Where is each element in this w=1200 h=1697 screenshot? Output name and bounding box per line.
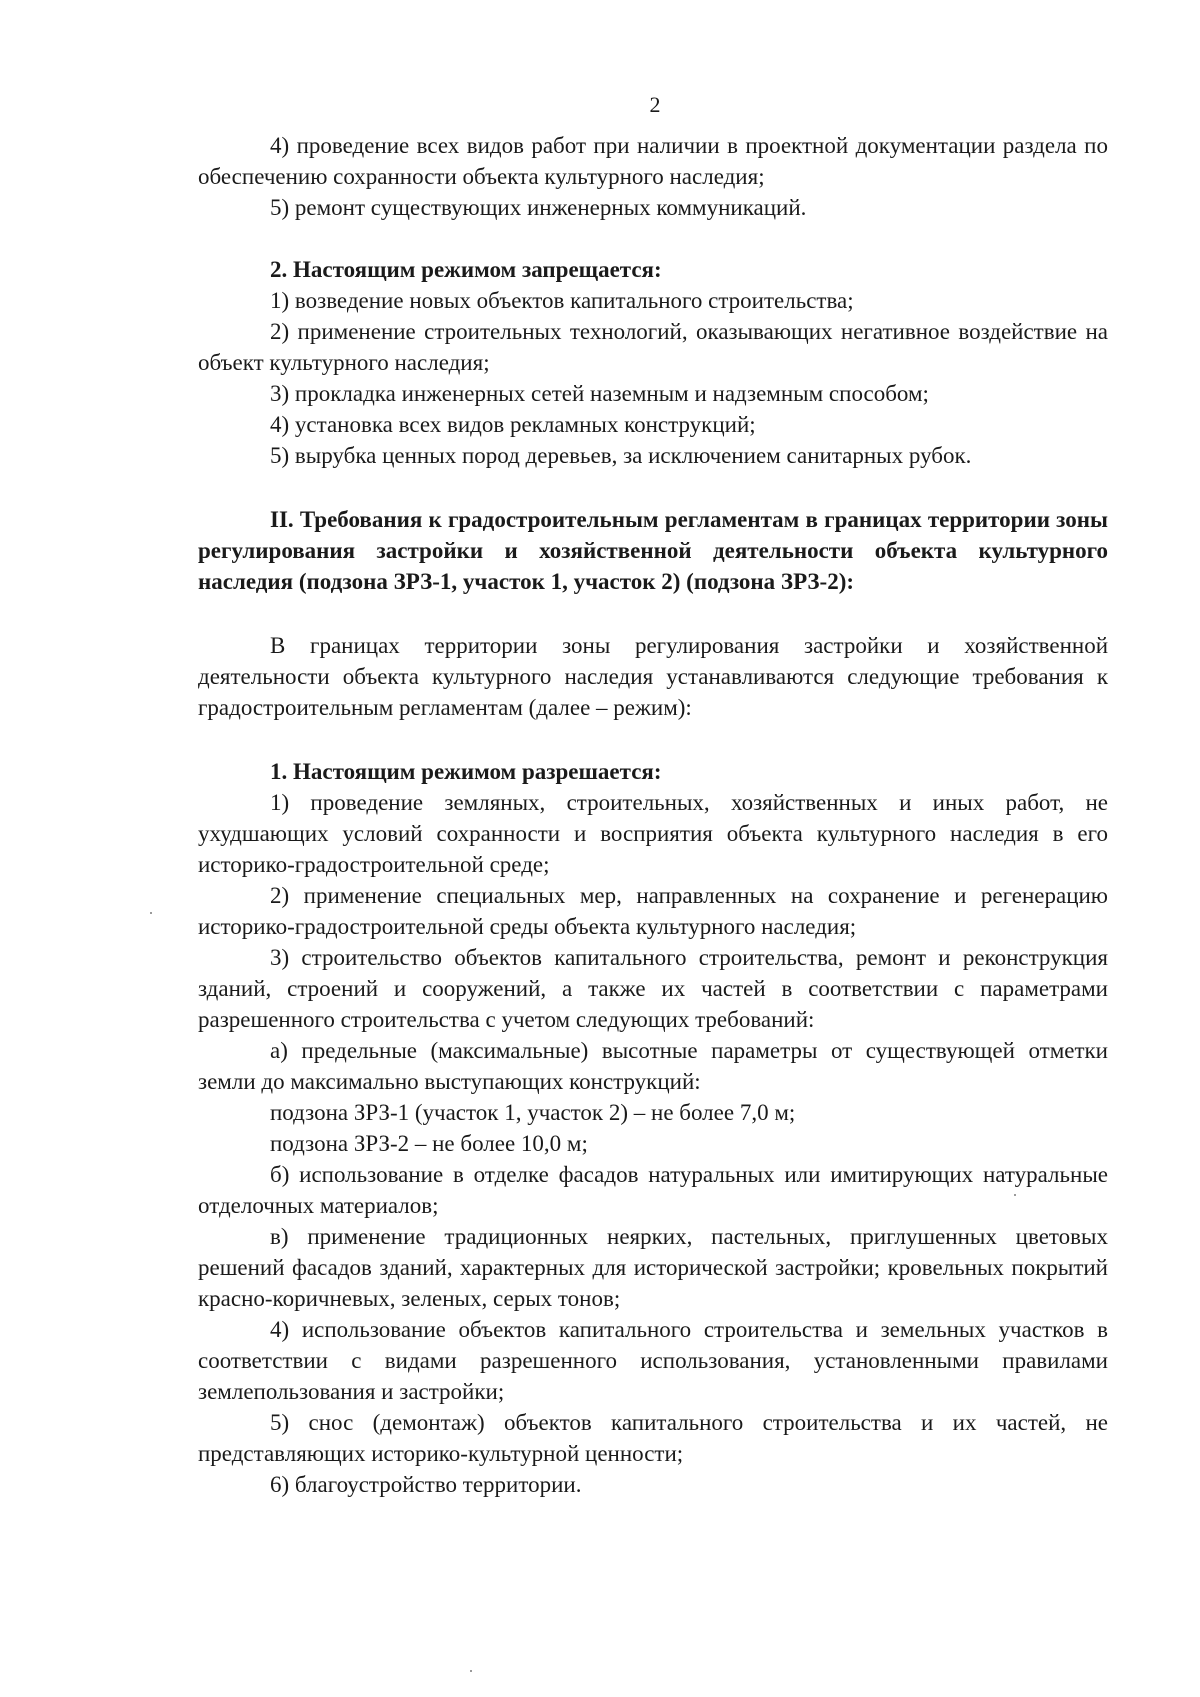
prohibited-item-2: 2) применение строительных технологий, оказывающих негативное воздействие на объект культурного наследия; [198,319,1108,375]
scan-speck [470,1670,472,1672]
prohibited-item-1: 1) возведение новых объектов капитального строительства; [270,288,854,313]
permitted-item-6: 6) благоустройство территории. [270,1472,582,1497]
permitted-item-4: 4) использование объектов капитального строительства и земельных участков в соответствии с видами разрешенного использования, установленными правилами землепользования и застройки; [198,1317,1108,1404]
section-ii-intro: В границах территории зоны регулирования застройки и хозяйственной деятельности объекта культурного наследия устанавливаются следующие требования к градостроительным регламентам (далее – режим): [198,633,1108,720]
page-number: 2 [649,92,661,117]
permitted-item-5: 5) снос (демонтаж) объектов капитального строительства и их частей, не представляющих историко-культурной ценности; [198,1410,1108,1466]
paragraph-top-4: 4) проведение всех видов работ при наличии в проектной документации раздела по обеспечению сохранности объекта культурного наследия; [198,133,1108,189]
permitted-item-v: в) применение традиционных неярких, пастельных, приглушенных цветовых решений фасадов зданий, характерных для исторической застройки; кровельных покрытий красно-коричневых, зеленых, серых тонов; [198,1224,1108,1311]
permitted-item-3: 3) строительство объектов капитального строительства, ремонт и реконструкция зданий, строений и сооружений, а также их частей в соответствии с параметрами разрешенного строительства с учетом следующих требований: [198,945,1108,1032]
scan-speck [1014,1194,1016,1196]
permitted-subzone-1: подзона ЗРЗ-1 (участок 1, участок 2) – не более 7,0 м; [270,1100,796,1125]
permitted-item-2: 2) применение специальных мер, направленных на сохранение и регенерацию историко-градостроительной среды объекта культурного наследия; [198,883,1108,939]
spacer [198,597,1108,630]
permitted-item-1: 1) проведение земляных, строительных, хозяйственных и иных работ, не ухудшающих условий сохранности и восприятия объекта культурного наследия в его историко-градостроительной среде; [198,790,1108,877]
permitted-heading: 1. Настоящим режимом разрешается: [270,759,662,784]
prohibited-item-5: 5) вырубка ценных пород деревьев, за исключением санитарных рубок. [270,443,972,468]
prohibited-item-3: 3) прокладка инженерных сетей наземным и надземным способом; [270,381,929,406]
permitted-subzone-2: подзона ЗРЗ-2 – не более 10,0 м; [270,1131,588,1156]
prohibited-heading: 2. Настоящим режимом запрещается: [270,257,662,282]
prohibited-item-4: 4) установка всех видов рекламных конструкций; [270,412,756,437]
scan-speck [150,912,152,914]
section-ii-heading: II. Требования к градостроительным регламентам в границах территории зоны регулирования застройки и хозяйственной деятельности объекта культурного наследия (подзона ЗРЗ-1, участок 1, участок 2) (подзона ЗРЗ-2): [198,507,1108,594]
spacer [198,471,1108,504]
document-body [198,130,1108,1500]
spacer [198,723,1108,756]
spacer [198,223,1108,254]
permitted-item-b: б) использование в отделке фасадов натуральных или имитирующих натуральные отделочных материалов; [198,1162,1108,1218]
paragraph-top-5: 5) ремонт существующих инженерных коммуникаций. [270,195,807,220]
permitted-item-a: а) предельные (максимальные) высотные параметры от существующей отметки земли до максимально выступающих конструкций: [198,1038,1108,1094]
